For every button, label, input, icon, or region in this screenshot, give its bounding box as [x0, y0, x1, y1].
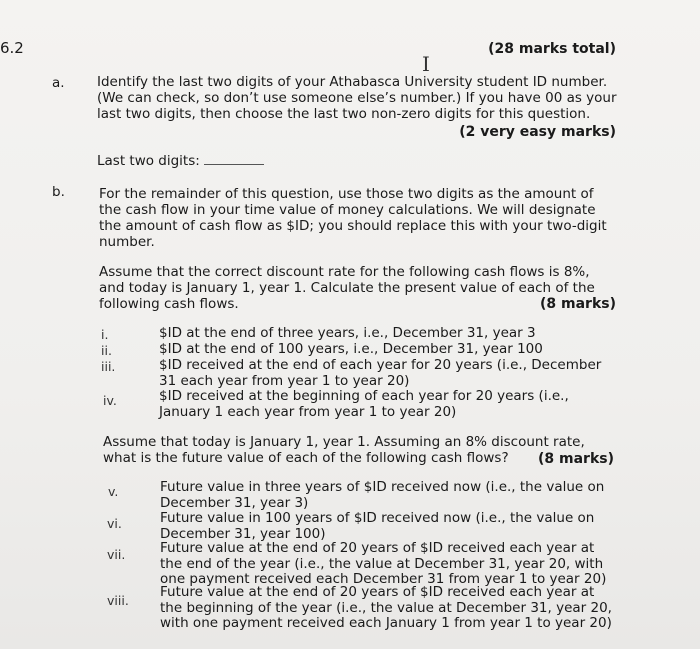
- item-number: i.: [101, 327, 109, 342]
- part-b-intro: For the remainder of this question, use those two digits as the amount of the cash flow in your time value of money calculations. We will designate the amount of cash flow as $ID; you should replace this with your two-digit number.: [99, 186, 607, 250]
- list-item: Future value in three years of $ID received now (i.e., the value on December 31, year 3): [160, 479, 605, 511]
- part-a-marks: (2 very easy marks): [459, 124, 616, 140]
- list-item: Future value at the end of 20 years of $ID received each year at the beginning of the year (i.e., the value at December 31, year 20, with one payment received each January 1 from year 1 to year 20): [160, 584, 612, 631]
- last-digits-field: [97, 153, 264, 169]
- question-number: 6.2: [0, 39, 24, 57]
- present-value-prompt: Assume that the correct discount rate for the following cash flows is 8%, and today is January 1, year 1. Calculate the present value of each of the following cash flows.: [99, 264, 595, 312]
- list-item: Future value at the end of 20 years of $ID received each year at the end of the year (i.e., the value at December 31, year 20, with one payment received each December 31 from year 1 to year 20): [160, 540, 607, 587]
- item-number: viii.: [107, 593, 129, 608]
- total-marks: (28 marks total): [488, 41, 616, 57]
- future-value-prompt: Assume that today is January 1, year 1. Assuming an 8% discount rate, what is the future value of each of the following cash flows?: [103, 434, 585, 466]
- item-number: iii.: [101, 359, 116, 374]
- item-number: v.: [108, 484, 119, 499]
- list-item: Future value in 100 years of $ID received now (i.e., the value on December 31, year 100): [160, 510, 595, 542]
- list-item: $ID at the end of 100 years, i.e., December 31, year 100: [159, 341, 543, 357]
- present-value-marks: (8 marks): [540, 296, 616, 312]
- future-value-marks: (8 marks): [538, 451, 614, 467]
- part-a-label: a.: [52, 75, 65, 91]
- answer-blank: [204, 163, 264, 165]
- item-number: vii.: [107, 547, 126, 562]
- list-item: $ID received at the end of each year for 20 years (i.e., December 31 each year from year 1 to year 20): [159, 357, 602, 389]
- list-item: $ID received at the beginning of each year for 20 years (i.e., January 1 each year from year 1 to year 20): [159, 388, 569, 420]
- part-b-label: b.: [52, 184, 65, 200]
- list-item: $ID at the end of three years, i.e., December 31, year 3: [159, 325, 536, 341]
- part-a-text: Identify the last two digits of your Athabasca University student ID number. (We can check, so don’t use someone else’s number.) If you have 00 as your last two digits, then choose the last two non-zero digits for this question.: [97, 74, 617, 122]
- item-number: vi.: [107, 516, 122, 531]
- text-cursor-icon: I: [422, 52, 430, 76]
- last-digits-label: Last two digits:: [97, 153, 200, 169]
- item-number: ii.: [101, 343, 112, 358]
- item-number: iv.: [103, 393, 117, 408]
